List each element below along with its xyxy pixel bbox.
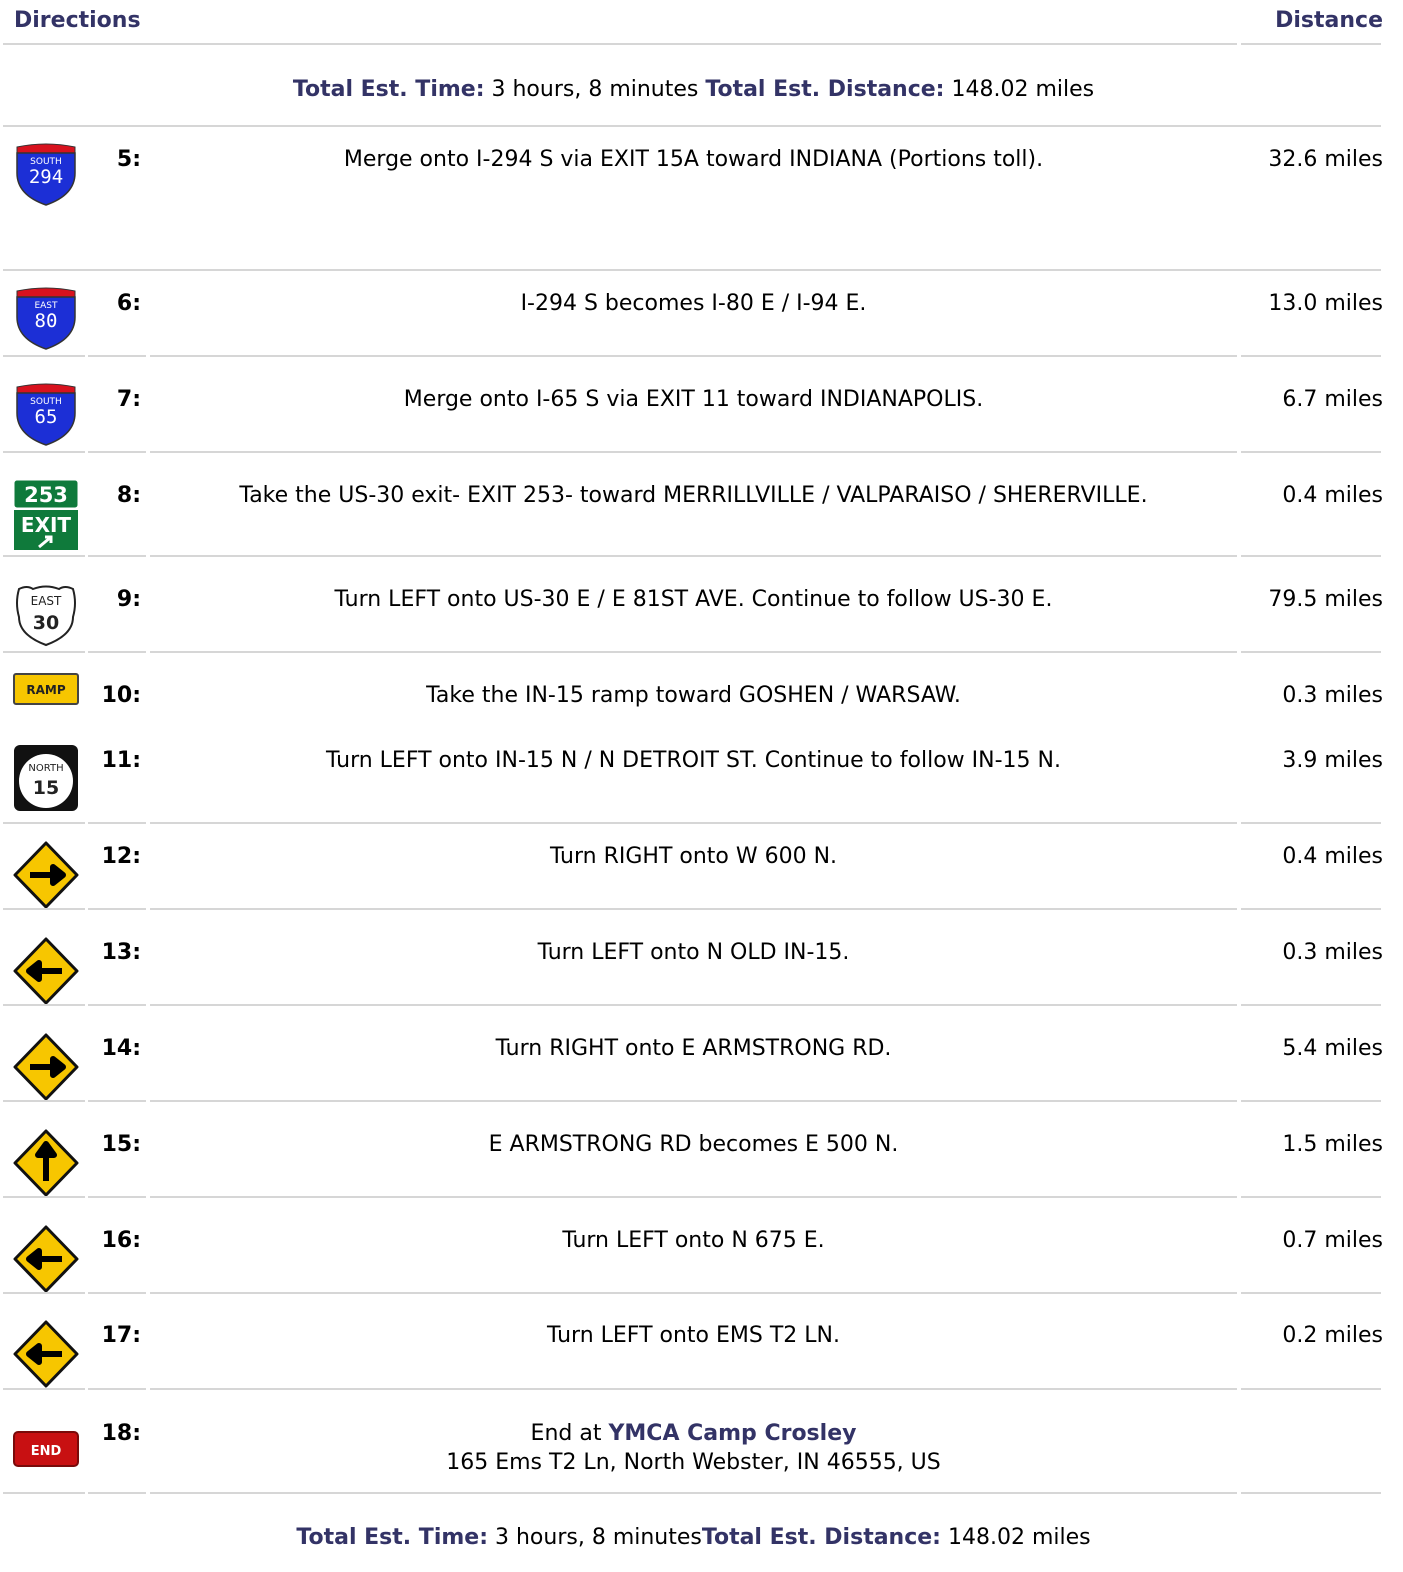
header-divider <box>1241 43 1381 45</box>
step-distance: 32.6 miles <box>1268 147 1383 172</box>
row-divider <box>1241 451 1381 453</box>
total-time-value: 3 hours, 8 minutes <box>491 77 699 102</box>
row-divider <box>1241 908 1381 910</box>
step-distance: 0.4 miles <box>1282 844 1383 869</box>
step-instruction: Merge onto I-65 S via EXIT 11 toward INDIANAPOLIS. <box>403 387 984 412</box>
step-number: 14: <box>101 1036 141 1061</box>
row-divider <box>3 555 85 557</box>
row-divider <box>150 1492 1237 1494</box>
step-distance: 79.5 miles <box>1268 587 1383 612</box>
row-divider <box>88 355 146 357</box>
svg-text:294: 294 <box>28 166 64 188</box>
row-divider <box>150 822 1237 824</box>
row-divider <box>3 1100 85 1102</box>
total-distance-value: 148.02 miles <box>947 1525 1091 1550</box>
row-divider <box>88 451 146 453</box>
exit-sign-icon <box>13 479 79 551</box>
row-divider <box>1241 1388 1381 1390</box>
svg-text:80: 80 <box>34 310 58 332</box>
row-divider <box>1241 822 1381 824</box>
row-divider <box>3 1292 85 1294</box>
step-number: 11: <box>101 748 141 773</box>
summary-divider <box>3 125 1381 127</box>
interstate-shield-icon <box>13 287 79 351</box>
step-instruction: Turn LEFT onto N 675 E. <box>562 1228 825 1253</box>
state-route-sign-icon <box>13 744 79 812</box>
svg-text:END: END <box>30 1444 62 1459</box>
row-divider <box>88 1292 146 1294</box>
row-divider <box>1241 1292 1381 1294</box>
step-distance: 0.3 miles <box>1282 683 1383 708</box>
total-time-label: Total Est. Time: <box>296 1525 488 1550</box>
row-divider <box>88 822 146 824</box>
step-number: 9: <box>116 587 141 612</box>
row-divider <box>150 1100 1237 1102</box>
destination-address: 165 Ems T2 Ln, North Webster, IN 46555, US <box>446 1450 941 1475</box>
row-divider <box>1241 1004 1381 1006</box>
row-divider <box>1241 555 1381 557</box>
svg-text:EAST: EAST <box>34 301 58 311</box>
straight-sign-icon <box>13 1129 79 1197</box>
row-divider <box>88 1100 146 1102</box>
header-divider <box>3 43 1237 45</box>
row-divider <box>150 1292 1237 1294</box>
step-instruction: I-294 S becomes I-80 E / I-94 E. <box>520 291 867 316</box>
row-divider <box>150 555 1237 557</box>
row-divider <box>1241 1196 1381 1198</box>
svg-text:65: 65 <box>34 406 58 428</box>
step-instruction: E ARMSTRONG RD becomes E 500 N. <box>488 1132 899 1157</box>
directions-header <box>0 0 1403 44</box>
turn-right-sign-icon <box>13 841 79 909</box>
row-divider <box>3 269 1381 271</box>
step-instruction: Turn RIGHT onto W 600 N. <box>549 844 838 869</box>
row-divider <box>3 1388 85 1390</box>
step-number: 13: <box>101 940 141 965</box>
svg-text:30: 30 <box>32 612 60 634</box>
svg-text:253: 253 <box>24 483 68 507</box>
row-divider <box>88 555 146 557</box>
row-divider <box>150 651 1237 653</box>
step-number: 6: <box>116 291 141 316</box>
step-distance: 3.9 miles <box>1282 748 1383 773</box>
step-instruction: Turn LEFT onto IN-15 N / N DETROIT ST. Continue to follow IN-15 N. <box>326 748 1061 773</box>
row-divider <box>3 651 85 653</box>
step-number: 16: <box>101 1228 141 1253</box>
step-number: 18: <box>101 1421 141 1446</box>
interstate-shield-icon <box>13 383 79 447</box>
end-prefix: End at <box>530 1421 602 1446</box>
row-divider <box>3 1004 85 1006</box>
row-divider <box>150 1388 1237 1390</box>
row-divider <box>88 1388 146 1390</box>
ramp-sign-icon <box>13 673 79 705</box>
step-distance: 13.0 miles <box>1268 291 1383 316</box>
step-instruction: Turn LEFT onto EMS T2 LN. <box>547 1323 840 1348</box>
svg-text:SOUTH: SOUTH <box>30 397 62 407</box>
step-instruction: Take the IN-15 ramp toward GOSHEN / WARSAW. <box>426 683 961 708</box>
row-divider <box>3 822 85 824</box>
svg-text:RAMP: RAMP <box>26 683 66 697</box>
step-number: 12: <box>101 844 141 869</box>
end-row <box>0 1418 1403 1498</box>
turn-right-sign-icon <box>13 1033 79 1101</box>
interstate-shield-icon <box>13 143 79 207</box>
row-divider <box>150 451 1237 453</box>
total-distance-label: Total Est. Distance: <box>701 1525 941 1550</box>
step-instruction: Merge onto I-294 S via EXIT 15A toward INDIANA (Portions toll). <box>343 147 1044 172</box>
step-distance: 0.7 miles <box>1282 1228 1383 1253</box>
row-divider <box>150 908 1237 910</box>
step-instruction: Turn RIGHT onto E ARMSTRONG RD. <box>495 1036 892 1061</box>
svg-text:15: 15 <box>32 777 60 799</box>
turn-left-sign-icon <box>13 937 79 1005</box>
step-instruction: Turn LEFT onto US-30 E / E 81ST AVE. Continue to follow US-30 E. <box>334 587 1053 612</box>
step-number: 7: <box>116 387 141 412</box>
row-divider <box>1241 355 1381 357</box>
step-distance: 1.5 miles <box>1282 1132 1383 1157</box>
turn-left-sign-icon <box>13 1320 79 1388</box>
step-distance: 5.4 miles <box>1282 1036 1383 1061</box>
step-number: 10: <box>101 683 141 708</box>
step-number: 17: <box>101 1323 141 1348</box>
total-distance-value: 148.02 miles <box>951 77 1095 102</box>
row-divider <box>88 651 146 653</box>
row-divider <box>3 908 85 910</box>
svg-text:EXIT: EXIT <box>20 513 72 537</box>
distance-column-header: Distance <box>1275 8 1383 33</box>
step-distance: 6.7 miles <box>1282 387 1383 412</box>
row-divider <box>3 451 85 453</box>
us-route-shield-icon <box>13 583 79 647</box>
route-summary-top <box>0 77 1387 102</box>
route-summary-bottom <box>0 1525 1387 1550</box>
directions-column-header: Directions <box>14 8 141 33</box>
step-number: 8: <box>116 483 141 508</box>
row-divider <box>88 1004 146 1006</box>
row-divider <box>3 355 85 357</box>
step-number: 5: <box>116 147 141 172</box>
row-divider <box>88 1196 146 1198</box>
turn-left-sign-icon <box>13 1225 79 1293</box>
row-divider <box>88 908 146 910</box>
row-divider <box>150 1004 1237 1006</box>
total-time-value: 3 hours, 8 minutes <box>495 1525 702 1550</box>
svg-text:NORTH: NORTH <box>28 763 64 774</box>
total-time-label: Total Est. Time: <box>292 77 485 102</box>
end-sign-icon <box>13 1431 79 1467</box>
step-instruction: Turn LEFT onto N OLD IN-15. <box>537 940 850 965</box>
row-divider <box>1241 1492 1381 1494</box>
row-divider <box>1241 651 1381 653</box>
step-instruction: Take the US-30 exit- EXIT 253- toward MERRILLVILLE / VALPARAISO / SHERERVILLE. <box>239 483 1148 508</box>
step-distance: 0.4 miles <box>1282 483 1383 508</box>
row-divider <box>150 1196 1237 1198</box>
destination-name: YMCA Camp Crosley <box>608 1421 857 1446</box>
step-distance: 0.2 miles <box>1282 1323 1383 1348</box>
row-divider <box>1241 1100 1381 1102</box>
row-divider <box>150 355 1237 357</box>
row-divider <box>3 1492 85 1494</box>
end-instruction <box>150 1419 1237 1477</box>
total-distance-label: Total Est. Distance: <box>705 77 945 102</box>
step-distance: 0.3 miles <box>1282 940 1383 965</box>
svg-text:SOUTH: SOUTH <box>30 157 62 167</box>
step-number: 15: <box>101 1132 141 1157</box>
row-divider <box>3 1196 85 1198</box>
row-divider <box>88 1492 146 1494</box>
svg-text:EAST: EAST <box>30 594 62 608</box>
